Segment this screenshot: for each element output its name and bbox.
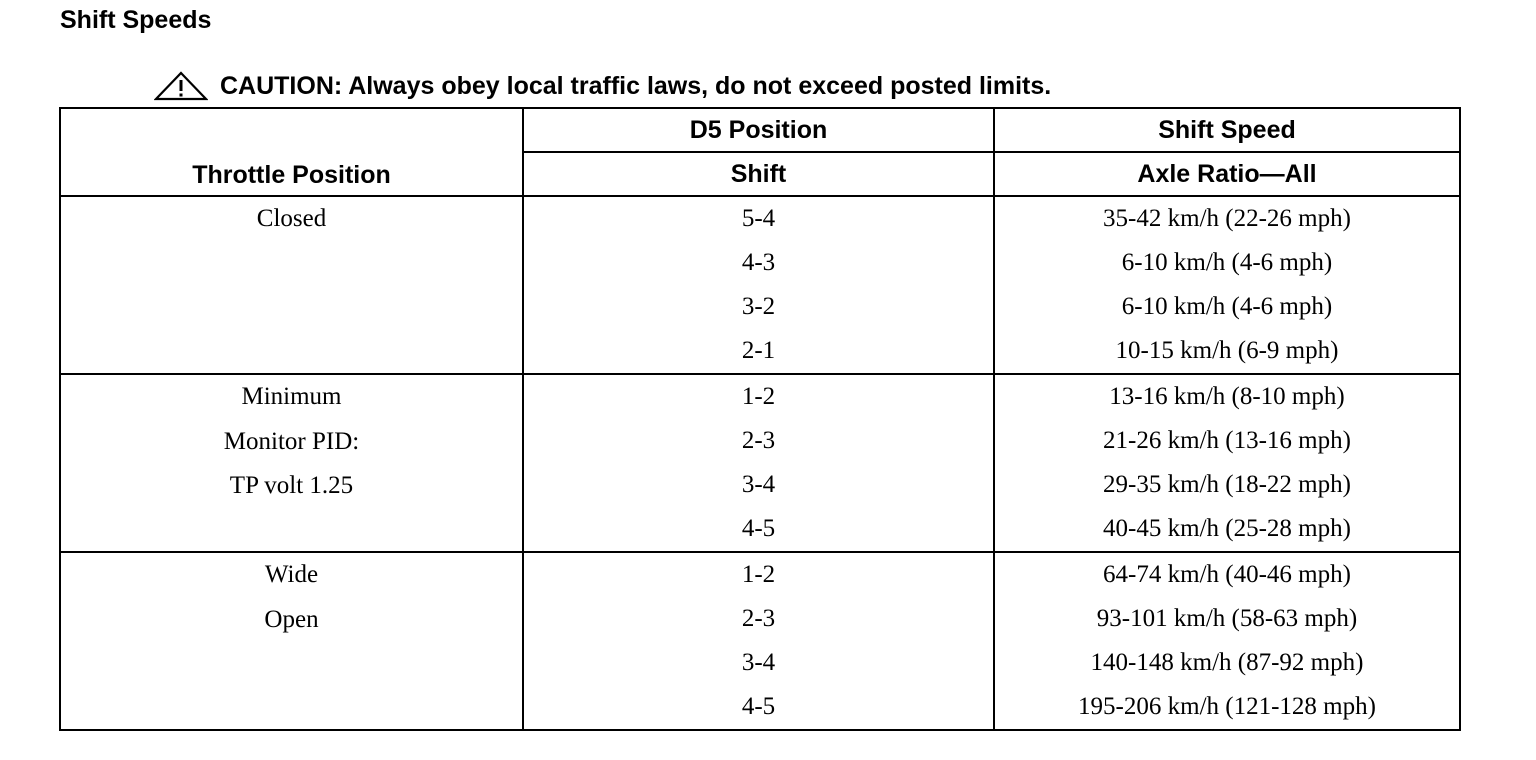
- header-axle-ratio: Axle Ratio—All: [994, 152, 1460, 196]
- group-minimum: [60, 374, 1460, 552]
- speed-cell: 6-10 km/h (4-6 mph): [994, 241, 1460, 285]
- table-row: [60, 552, 1460, 597]
- caution-text: CAUTION: Always obey local traffic laws, do not exceed posted limits.: [220, 72, 1052, 100]
- shift-cell: 2-3: [523, 419, 994, 463]
- throttle-label: Wide: [264, 561, 319, 588]
- header-row-1: [60, 108, 1460, 152]
- throttle-label: Minimum: [241, 383, 342, 410]
- speed-cell: 64-74 km/h (40-46 mph): [994, 552, 1460, 597]
- section-title: Shift Speeds: [60, 6, 212, 34]
- speed-cell: 13-16 km/h (8-10 mph): [994, 374, 1460, 419]
- shift-cell: 2-3: [523, 597, 994, 641]
- speed-cell: 140-148 km/h (87-92 mph): [994, 641, 1460, 685]
- throttle-cell-minimum: [60, 374, 523, 552]
- table-header: [60, 108, 1460, 196]
- table-row: [60, 196, 1460, 241]
- caution-notice: [154, 66, 1051, 106]
- speed-cell: 21-26 km/h (13-16 mph): [994, 419, 1460, 463]
- speed-cell: 93-101 km/h (58-63 mph): [994, 597, 1460, 641]
- speed-cell: 35-42 km/h (22-26 mph): [994, 196, 1460, 241]
- throttle-label: Open: [264, 605, 319, 633]
- shift-cell: 4-3: [523, 241, 994, 285]
- header-shift: Shift: [523, 152, 994, 196]
- shift-speeds-table: [59, 107, 1461, 731]
- table-row: [60, 374, 1460, 419]
- group-closed: [60, 196, 1460, 374]
- shift-cell: 4-5: [523, 685, 994, 730]
- shift-cell: 3-2: [523, 285, 994, 329]
- header-shift-speed: Shift Speed: [994, 108, 1460, 152]
- shift-cell: 3-4: [523, 641, 994, 685]
- throttle-cell-closed: [60, 196, 523, 374]
- shift-cell: 1-2: [523, 552, 994, 597]
- warning-triangle-icon: [154, 71, 208, 101]
- shift-cell: 5-4: [523, 196, 994, 241]
- header-throttle-position: Throttle Position: [60, 108, 523, 196]
- speed-cell: 40-45 km/h (25-28 mph): [994, 507, 1460, 552]
- shift-cell: 2-1: [523, 329, 994, 374]
- shift-cell: 3-4: [523, 463, 994, 507]
- speed-cell: 195-206 km/h (121-128 mph): [994, 685, 1460, 730]
- speed-cell: 10-15 km/h (6-9 mph): [994, 329, 1460, 374]
- shift-cell: 4-5: [523, 507, 994, 552]
- group-wide-open: [60, 552, 1460, 730]
- shift-cell: 1-2: [523, 374, 994, 419]
- speed-cell: 29-35 km/h (18-22 mph): [994, 463, 1460, 507]
- speed-cell: 6-10 km/h (4-6 mph): [994, 285, 1460, 329]
- throttle-label: Monitor PID:: [223, 427, 360, 455]
- header-d5-position: D5 Position: [523, 108, 994, 152]
- throttle-cell-wide-open: [60, 552, 523, 730]
- throttle-label: TP volt 1.25: [229, 472, 354, 499]
- throttle-label: Closed: [256, 205, 327, 232]
